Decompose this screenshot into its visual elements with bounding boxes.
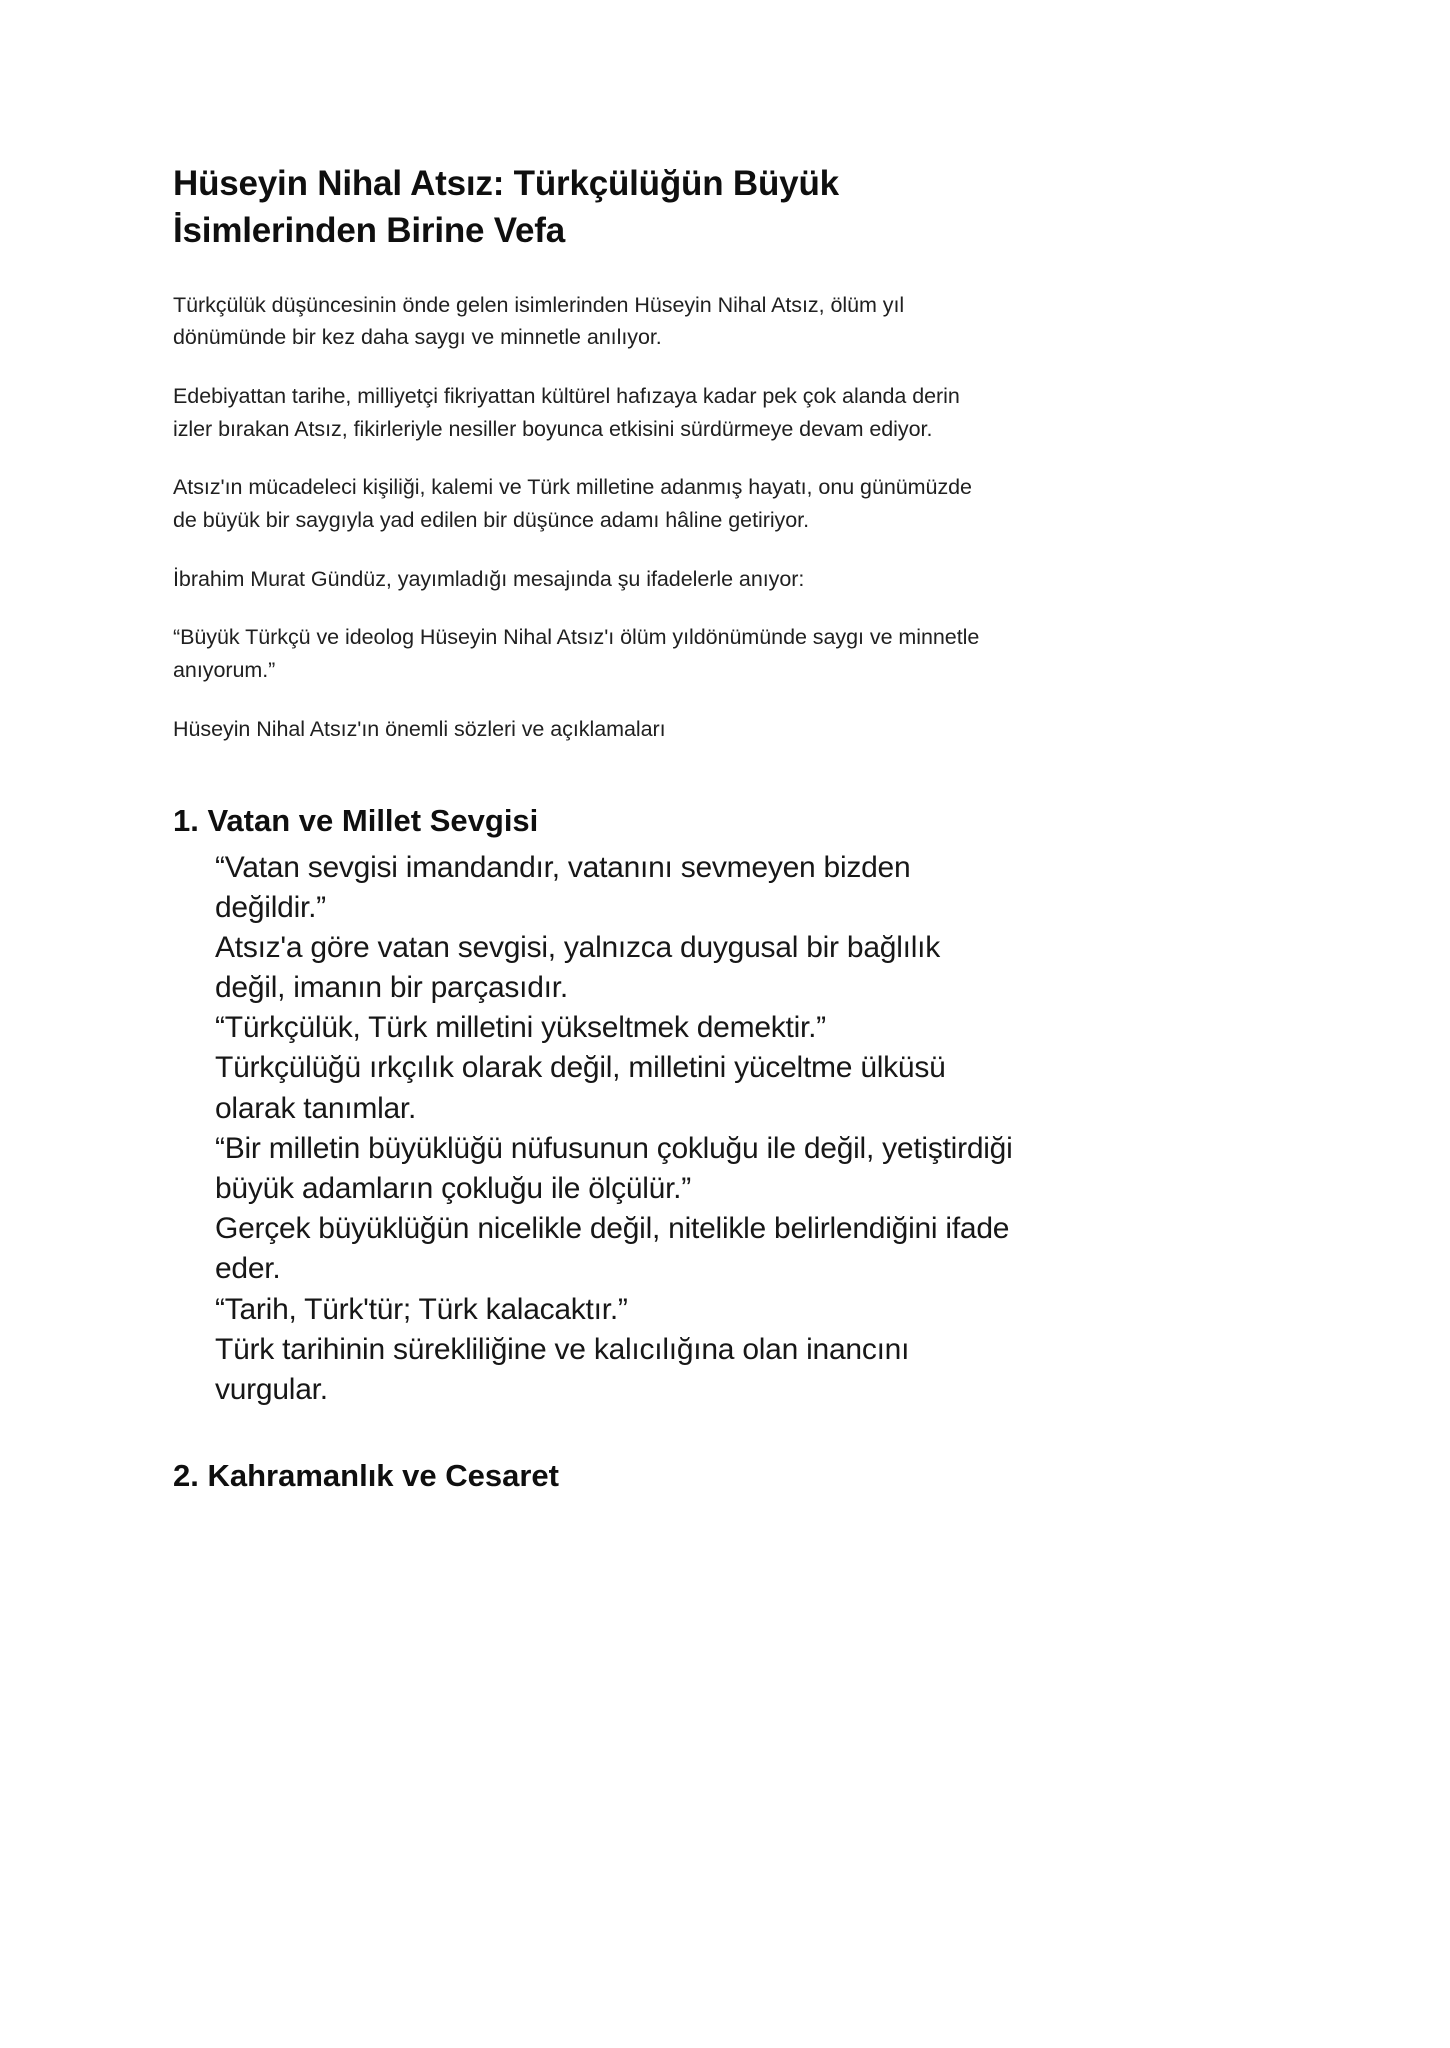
- intro-paragraph-1: Türkçülük düşüncesinin önde gelen isimlerinden Hüseyin Nihal Atsız, ölüm yıl dönümünde bir kez daha saygı ve minnetle anılıyor.: [173, 292, 905, 350]
- quote-text: “Bir milletin büyüklüğü nüfusunun çokluğu ile değil, yetiştirdiği büyük adamların çokluğu ile ölçülür.”: [215, 1131, 1013, 1206]
- quote-text: “Türkçülük, Türk milletini yükseltmek demektir.”: [215, 1011, 826, 1045]
- attribution-paragraph: İbrahim Murat Gündüz, yayımladığı mesajında şu ifadelerle anıyor:: [173, 566, 805, 591]
- section-heading-2: 2. Kahramanlık ve Cesaret: [173, 1458, 559, 1494]
- quote-list-section-1: [173, 848, 1280, 1411]
- page-title: Hüseyin Nihal Atsız: Türkçülüğün Büyük İsimlerinden Birine Vefa: [173, 164, 839, 251]
- quotes-intro-paragraph: Hüseyin Nihal Atsız'ın önemli sözleri ve açıklamaları: [173, 716, 666, 741]
- intro-paragraph-3: Atsız'ın mücadeleci kişiliği, kalemi ve Türk milletine adanmış hayatı, onu günümüzde de büyük bir saygıyla yad edilen bir düşünce adamı hâline getiriyor.: [173, 475, 972, 532]
- section-heading-1: 1. Vatan ve Millet Sevgisi: [173, 803, 539, 839]
- intro-paragraph-2: Edebiyattan tarihe, milliyetçi fikriyattan kültürel hafızaya kadar pek çok alanda derin izler bırakan Atsız, fikirleriyle nesiller boyunca etkisini sürdürmeye devam ediyor.: [173, 383, 960, 441]
- quote-explanation: Türk tarihinin sürekliliğine ve kalıcılığına olan inancını vurgular.: [215, 1332, 910, 1406]
- quote-text: “Tarih, Türk'tür; Türk kalacaktır.”: [215, 1292, 628, 1326]
- quoted-message-paragraph: “Büyük Türkçü ve ideolog Hüseyin Nihal Atsız'ı ölüm yıldönümünde saygı ve minnetle anıyorum.”: [173, 625, 980, 682]
- quote-entry: [215, 1008, 1015, 1129]
- quote-entry: [215, 848, 1015, 1009]
- quote-explanation: Atsız'a göre vatan sevgisi, yalnızca duygusal bir bağlılık değil, imanın bir parçasıdır.: [215, 930, 940, 1005]
- quote-entry: [215, 1129, 1015, 1290]
- quote-explanation: Gerçek büyüklüğün nicelikle değil, nitelikle belirlendiğini ifade eder.: [215, 1212, 1010, 1286]
- quote-text: “Vatan sevgisi imandandır, vatanını sevmeyen bizden değildir.”: [215, 850, 911, 924]
- quote-entry: [215, 1290, 1015, 1411]
- quote-explanation: Türkçülüğü ırkçılık olarak değil, milletini yüceltme ülküsü olarak tanımlar.: [215, 1051, 946, 1125]
